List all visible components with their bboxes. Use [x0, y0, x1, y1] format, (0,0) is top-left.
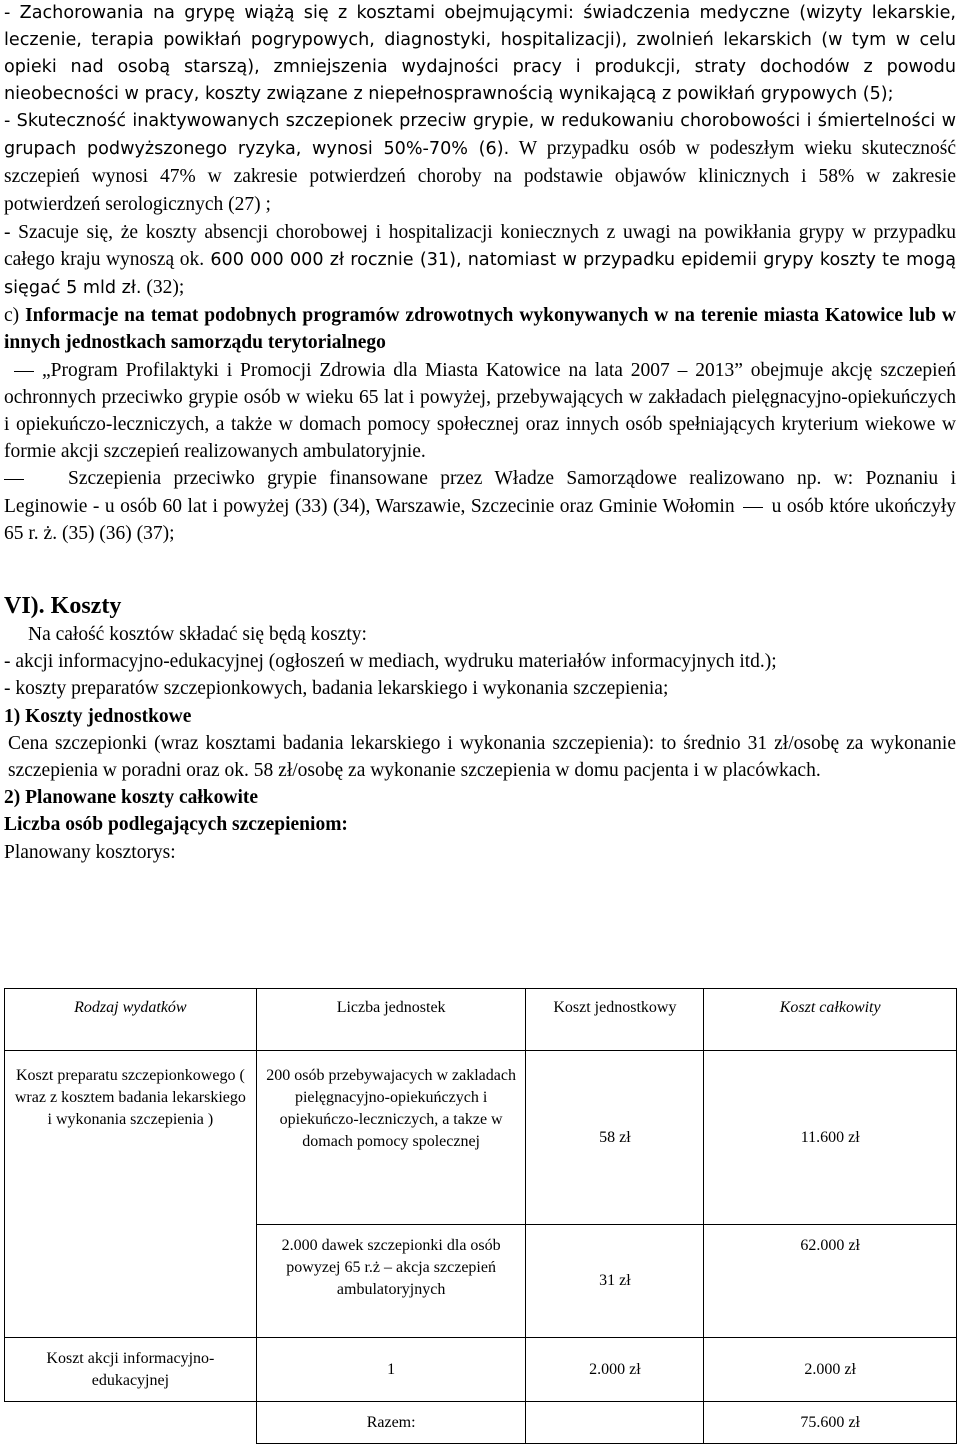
unit-cost-cell: 2.000 zł — [526, 1338, 704, 1402]
paragraph-similar-programs — [4, 302, 956, 356]
local-funding-text-end: u osób które ukończyły 65 r. ż. (35) (36) (37); — [4, 495, 957, 544]
elderly-effectiveness-text: W przypadku osób w podeszłym wieku skuteczność szczepień wynosi 47% w zakresie potwierdzeń choroby na podstawie objawów klinicznych i 58% w zakresie potwierdzeń serologicznych (27) ; — [4, 138, 957, 215]
expense-info-cell: Koszt akcji informacyjno-edukacyjnej — [5, 1338, 257, 1402]
paragraph-absence-costs — [4, 219, 956, 302]
dash-icon — [743, 507, 763, 508]
unit-costs-text: Cena szczepionki (wraz kosztami badania lekarskiego i wykonania szczepienia): to średnio 31 zł/osobę za wykonanie szczepienia w poradni oraz ok. 58 zł/osobę za wykonanie szczepienia w domu pacjenta i w placówkach. — [8, 732, 956, 782]
paragraph-katowice-program — [4, 357, 956, 466]
unit-cost-cell: 58 zł — [526, 1051, 704, 1225]
header-unit-cost: Koszt jednostkowy — [526, 989, 704, 1051]
cost-estimate-label: Planowany kosztorys: — [4, 841, 176, 863]
header-total-cost: Koszt całkowity — [704, 989, 957, 1051]
katowice-program-text: „Program Profilaktyki i Promocji Zdrowia dla Miasta Katowice na lata 2007 – 2013” obejmuje akcję szczepień ochronnych przeciwko grypie osób w wieku 65 lat i powyżej, przebywających w zakładach pielęgnacyjno-opiekuńczych i opiekuńczo-leczniczych, a także w domach pomocy społecznej oraz innych osób spełniających kryterium wiekowe w formie akcji szczepień realizowanych ambulatoryjnie. — [4, 359, 956, 463]
section-letter: c) — [4, 305, 26, 327]
total-cost-cell: 2.000 zł — [704, 1338, 957, 1402]
empty-cell — [526, 1402, 704, 1444]
dash-icon — [4, 479, 24, 480]
table-row — [5, 1338, 957, 1402]
header-expense-type: Rodzaj wydatków — [5, 989, 257, 1051]
total-cost-cell: 11.600 zł — [704, 1051, 957, 1225]
cost-item-vaccines: - koszty preparatów szczepionkowych, badania lekarskiego i wykonania szczepienia; — [4, 678, 669, 700]
total-value-cell: 75.600 zł — [704, 1402, 957, 1444]
header-unit-count: Liczba jednostek — [256, 989, 526, 1051]
paragraph-flu-costs: - Zachorowania na grypę wiążą się z kosztami obejmującymi: świadczenia medyczne (wizyty lekarskie, leczenie, terapia powikłań pogrypowych, diagnostyki, hospitalizacji), zwolnień lekarskich (w tym w celu opieki nad osobą starszą), zmniejszenia wydajności pracy i produkcji, straty dochodów z powodu nieobecności w pracy, koszty związane z niepełnosprawnością wynikającą z powikłań grypowych (5); — [4, 3, 956, 104]
costs-intro: Na całość kosztów składać się będą koszty: — [28, 624, 367, 646]
cost-item-information: - akcji informacyjno-edukacyjnej (ogłoszeń w mediach, wydruku materiałów informacyjnych itd.); — [4, 651, 777, 673]
table-header-row — [5, 989, 957, 1051]
total-label-cell: Razem: — [256, 1402, 526, 1444]
persons-heading: Liczba osób podlegających szczepieniom: — [4, 814, 348, 836]
total-costs-heading: 2) Planowane koszty całkowite — [4, 787, 259, 809]
similar-programs-heading: Informacje na temat podobnych programów zdrowotnych wykonywanych w na terenie miasta Katowice lub w innych jednostkach samorządu terytorialnego — [4, 305, 956, 354]
document-page — [4, 0, 956, 866]
local-funding-text: Szczepienia przeciwko grypie finansowane przez Władze Samorządowe realizowano np. w: Poznaniu i Leginowie - u osób 60 lat i powyżej (33) (34), Warszawie, Szczecinie oraz Gminie Wołomin — [4, 468, 956, 517]
table-total-row — [5, 1402, 957, 1444]
dash-icon — [14, 371, 34, 372]
paragraph-local-funding — [4, 465, 956, 547]
paragraph-vaccine-effectiveness — [4, 108, 956, 219]
effectiveness-text: - Skuteczność inaktywowanych szczepionek przeciw grypie, w redukowaniu chorobowości i śmiertelności w grupach podwyższonego ryzyka, wynosi 50%-70% (6). — [4, 111, 956, 159]
section-heading-costs: VI). Koszty — [4, 593, 122, 620]
units-cell: 2.000 dawek szczepionki dla osób powyzej 65 r.ż – akcja szczepień ambulatoryjnych — [256, 1225, 526, 1338]
cost-estimate-table — [4, 988, 957, 1444]
absence-costs-text: - Szacuje się, że koszty absencji chorobowej i hospitalizacji koniecznych z uwagi na powikłania grypy w przypadku całego kraju wynoszą ok. — [4, 222, 956, 271]
expense-vaccine-cell: Koszt preparatu szczepionkowego ( wraz z kosztem badania lekarskiego i wykonania szczepienia ) — [5, 1051, 257, 1338]
unit-costs-heading: 1) Koszty jednostkowe — [4, 705, 192, 727]
total-cost-cell: 62.000 zł — [704, 1225, 957, 1338]
units-cell: 200 osób przebywajacych w zakladach pielęgnacyjno-opiekuńczych i opiekuńczo-leczniczych, a takze w domach pomocy spolecznej — [256, 1051, 526, 1225]
absence-costs-amount: 600 000 000 zł rocznie (31), natomiast w przypadku epidemii grypy koszty te mogą sięgać 5 mld zł. — [4, 250, 956, 299]
units-cell: 1 — [256, 1338, 526, 1402]
unit-cost-cell: 31 zł — [526, 1225, 704, 1338]
table-row — [5, 1051, 957, 1225]
empty-cell — [5, 1402, 257, 1444]
absence-costs-ref: (32); — [141, 277, 185, 299]
